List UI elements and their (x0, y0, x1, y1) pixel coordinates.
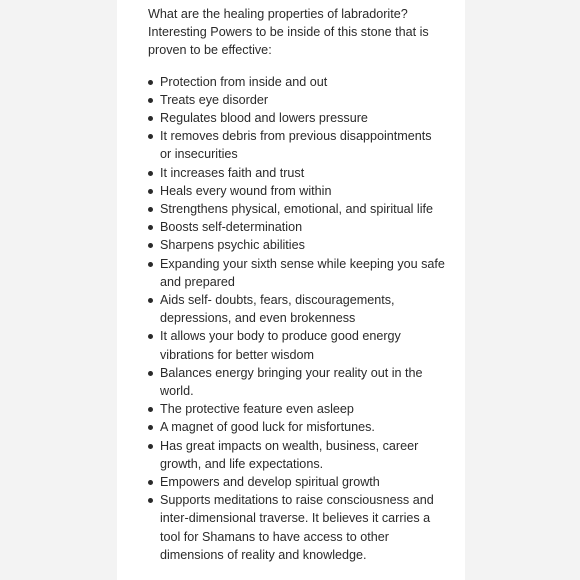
list-item (148, 127, 460, 163)
list-item-text: Sharpens psychic abilities (160, 238, 305, 253)
bullet-icon (148, 407, 153, 412)
list-item (148, 400, 460, 418)
list-item-text: The protective feature even asleep (160, 402, 354, 417)
list-item-text: It removes debris from previous disappointments (160, 129, 432, 144)
list-item (148, 437, 460, 473)
list-item (148, 164, 460, 182)
list-item (148, 91, 460, 109)
list-item (148, 291, 460, 327)
intro-line: Interesting Powers to be inside of this stone that is (148, 25, 429, 40)
list-item (148, 255, 460, 291)
bullet-icon (148, 189, 153, 194)
list-item-text: Regulates blood and lowers pressure (160, 111, 368, 126)
list-item-text: Boosts self-determination (160, 220, 303, 235)
list-item-text: Supports meditations to raise consciousness and (160, 493, 434, 508)
list-item-text: Expanding your sixth sense while keeping you safe (160, 256, 445, 271)
bullet-icon (148, 171, 153, 176)
bullet-icon (148, 134, 153, 139)
list-item (148, 236, 460, 254)
list-item-text: growth, and life expectations. (160, 456, 324, 471)
list-item-text: Empowers and develop spiritual growth (160, 475, 380, 490)
list-item-text: Treats eye disorder (160, 92, 269, 107)
bullet-icon (148, 480, 153, 485)
list-item-text: It allows your body to produce good energy (160, 329, 401, 344)
healing-properties-list (148, 73, 460, 564)
bullet-icon (148, 98, 153, 103)
bullet-icon (148, 334, 153, 339)
bullet-icon (148, 425, 153, 430)
list-item-text: Heals every wound from within (160, 183, 332, 198)
list-item-text: world. (160, 384, 194, 399)
list-item-text: or insecurities (160, 147, 238, 162)
list-item (148, 200, 460, 218)
article-body (148, 5, 460, 564)
list-item-text: Has great impacts on wealth, business, career (160, 438, 419, 453)
bullet-icon (148, 207, 153, 212)
list-item-text: Aids self- doubts, fears, discouragements, (160, 293, 395, 308)
list-item-text: It increases faith and trust (160, 165, 305, 180)
intro-paragraph (148, 5, 460, 60)
bullet-icon (148, 116, 153, 121)
list-item-text: Strengthens physical, emotional, and spiritual life (160, 202, 434, 217)
list-item-text: dimensions of reality and knowledge. (160, 547, 367, 562)
intro-line: What are the healing properties of labradorite? (148, 7, 408, 21)
list-item-text: Protection from inside and out (160, 74, 328, 89)
list-item-text: vibrations for better wisdom (160, 347, 314, 362)
list-item-text: Balances energy bringing your reality out in the (160, 365, 423, 380)
list-item (148, 418, 460, 436)
bullet-icon (148, 444, 153, 449)
bullet-icon (148, 262, 153, 267)
list-item (148, 73, 460, 91)
bullet-icon (148, 243, 153, 248)
bullet-icon (148, 371, 153, 376)
bullet-icon (148, 225, 153, 230)
list-item (148, 109, 460, 127)
list-item-text: A magnet of good luck for misfortunes. (160, 420, 375, 435)
bullet-icon (148, 498, 153, 503)
list-item (148, 491, 460, 564)
list-item-text: tool for Shamans to have access to other (160, 529, 389, 544)
list-item-text: depressions, and even brokenness (160, 311, 356, 326)
list-item (148, 327, 460, 363)
content-card (117, 0, 465, 580)
list-item (148, 182, 460, 200)
bullet-icon (148, 80, 153, 85)
bullet-icon (148, 298, 153, 303)
list-item (148, 473, 460, 491)
list-item-text: inter-dimensional traverse. It believes it carries a (160, 511, 431, 526)
list-item (148, 218, 460, 236)
intro-line: proven to be effective: (148, 43, 272, 58)
list-item (148, 364, 460, 400)
list-item-text: and prepared (160, 274, 235, 289)
